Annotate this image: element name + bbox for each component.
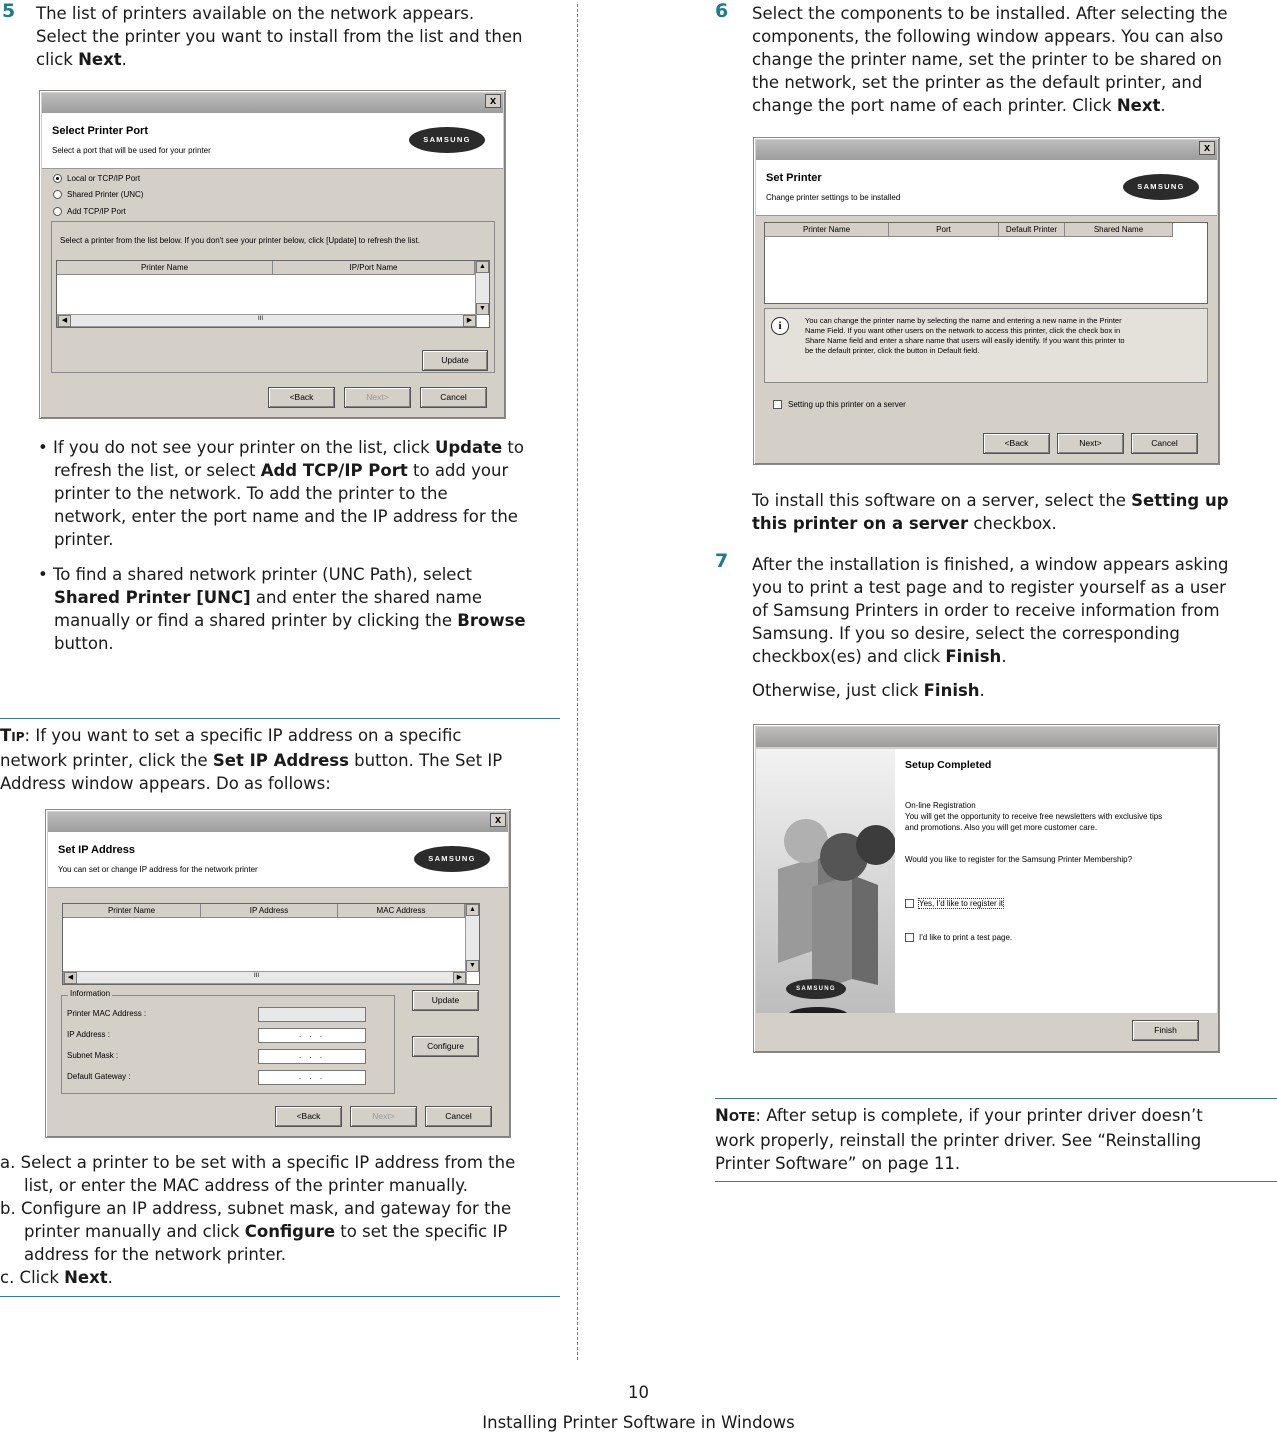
info-line-1: You can change the printer name by selecting the name and entering a new name in the Printer [805, 316, 1122, 325]
column-header-mac-address[interactable]: MAC Address [338, 904, 465, 918]
default-gateway-field[interactable]: . . . [258, 1070, 366, 1085]
scroll-thumb-grip: III [258, 316, 264, 322]
dialog-title: Set Printer [766, 172, 822, 184]
finish-button[interactable]: Finish [1132, 1020, 1199, 1041]
server-note: To install this software on a server, select the Setting up this printer on a server checkbox. [752, 491, 1229, 533]
update-button[interactable]: Update [412, 990, 479, 1011]
default-gateway-label: Default Gateway : [67, 1072, 131, 1081]
note-bottom-rule [715, 1181, 1277, 1182]
step-number-6: 6 [715, 0, 729, 22]
info-line-4: be the default printer, click the button in Default field. [805, 346, 980, 355]
step-number-7: 7 [715, 550, 729, 572]
column-header-ip-port[interactable]: IP/Port Name [273, 261, 475, 275]
horizontal-scrollbar[interactable] [63, 971, 467, 984]
scroll-right-icon[interactable]: ▶ [463, 315, 476, 327]
ip-address-label: IP Address : [67, 1030, 110, 1039]
step-number-5: 5 [2, 0, 16, 22]
horizontal-scrollbar[interactable] [57, 314, 477, 327]
dialog-header [48, 832, 508, 888]
next-button[interactable]: Next> [1057, 433, 1124, 454]
registration-heading: On-line Registration [905, 801, 976, 810]
radio-shared-label: Shared Printer (UNC) [67, 190, 144, 199]
samsung-logo: SAMSUNG [1123, 174, 1199, 200]
dialog-title: Select Printer Port [52, 125, 148, 137]
dialog-subtitle: Select a port that will be used for your printer [52, 146, 211, 155]
radio-add-label: Add TCP/IP Port [67, 207, 126, 216]
scroll-up-icon[interactable]: ▲ [476, 261, 489, 273]
dialog-title: Setup Completed [905, 759, 992, 771]
setup-content [895, 749, 1217, 1013]
column-header-default-printer[interactable]: Default Printer [999, 223, 1065, 237]
vertical-scrollbar[interactable] [475, 261, 489, 315]
server-setup-checkbox[interactable] [773, 400, 782, 409]
cancel-button[interactable]: Cancel [425, 1106, 492, 1127]
samsung-logo: SAMSUNG [786, 979, 846, 999]
note-box: NOTE: After setup is complete, if your printer driver doesn’t work properly, reinstall the printer driver. See “Reinstalling Printer Software” on page 11. [715, 1106, 1203, 1173]
column-header-printer-name[interactable]: Printer Name [63, 904, 201, 918]
radio-shared-printer[interactable] [53, 190, 62, 199]
info-message-panel [764, 308, 1208, 383]
test-page-checkbox[interactable] [905, 933, 914, 942]
cancel-button[interactable]: Cancel [420, 387, 487, 408]
info-icon: i [771, 317, 789, 335]
close-icon[interactable]: x [1199, 141, 1215, 155]
bullet-update: • If you do not see your printer on the list, click Update to refresh the list, or select Add TCP/IP Port to add your printer to the network. To add the printer to the network, enter the port name and the IP address for the printer. [38, 438, 524, 549]
scroll-down-icon[interactable]: ▼ [476, 303, 489, 315]
bullet-shared-printer: • To find a shared network printer (UNC Path), select Shared Printer [UNC] and enter the shared name manually or find a shared printer by clicking the Browse button. [38, 565, 526, 653]
registration-line-2: and promotions. Also you will get more customer care. [905, 823, 1098, 832]
column-header-printer-name[interactable]: Printer Name [765, 223, 889, 237]
back-button[interactable]: <Back [275, 1106, 342, 1127]
scroll-left-icon[interactable]: ◀ [64, 972, 77, 984]
configure-button[interactable]: Configure [412, 1036, 479, 1057]
dialog-title: Set IP Address [58, 844, 136, 856]
setup-side-graphic [756, 749, 895, 1013]
cancel-button[interactable]: Cancel [1131, 433, 1198, 454]
column-header-printer-name[interactable]: Printer Name [57, 261, 273, 275]
dialog-titlebar [48, 812, 508, 832]
scroll-thumb-grip: III [254, 973, 260, 979]
subnet-mask-field[interactable]: . . . [258, 1049, 366, 1064]
scroll-up-icon[interactable]: ▲ [466, 904, 479, 916]
dialog-header [42, 113, 503, 169]
set-printer-dialog [753, 137, 1220, 465]
set-ip-steps: a. Select a printer to be set with a specific IP address from the list, or enter the MAC address of the printer manually. b. Configure an IP address, subnet mask, and gateway for the printer manually and click Configure to set the specific IP address for the network printer. c. Click Next. [0, 1153, 516, 1287]
information-group [61, 989, 395, 1094]
figure-center-side [852, 875, 878, 985]
set-ip-address-dialog [45, 809, 511, 1138]
scroll-right-icon[interactable]: ▶ [453, 972, 466, 984]
printer-list[interactable] [56, 260, 490, 328]
radio-add-tcpip[interactable] [53, 207, 62, 216]
dialog-titlebar [756, 140, 1217, 160]
printer-settings-list[interactable] [764, 222, 1208, 304]
dialog-titlebar [756, 727, 1217, 747]
samsung-logo: SAMSUNG [414, 846, 490, 872]
register-label: Yes, I'd like to register it [919, 899, 1003, 908]
tip-box: TIP: If you want to set a specific IP address on a specific network printer, click the Set IP Address button. The Set IP Address window appears. Do as follows: [0, 726, 503, 793]
register-checkbox[interactable] [905, 899, 914, 908]
step-6-text: Select the components to be installed. After selecting the components, the following window appears. You can also change the printer name, set the printer to be shared on the network, set the printer as the default printer, and change the port name of each printer. Click Next. [752, 4, 1228, 115]
ip-printer-list[interactable] [62, 903, 480, 985]
tip-bottom-rule [0, 1296, 560, 1297]
radio-local-label: Local or TCP/IP Port [67, 174, 141, 183]
column-header-shared-name[interactable]: Shared Name [1065, 223, 1173, 237]
information-legend: Information [70, 989, 111, 998]
close-icon[interactable]: x [485, 94, 501, 108]
test-page-label: I'd like to print a test page. [919, 933, 1013, 942]
people-figures-graphic [756, 749, 895, 1013]
tip-top-rule [0, 718, 560, 719]
side-logo-shape [788, 1007, 848, 1013]
setup-completed-dialog [753, 724, 1220, 1053]
server-setup-label: Setting up this printer on a server [788, 400, 906, 409]
back-button[interactable]: <Back [983, 433, 1050, 454]
step-5-text: The list of printers available on the network appears. Select the printer you want to install from the list and then click Next. [36, 4, 523, 69]
footer-title: Installing Printer Software in Windows [482, 1413, 795, 1432]
scroll-left-icon[interactable]: ◀ [58, 315, 71, 327]
dialog-header [756, 160, 1217, 216]
column-divider [577, 4, 578, 1360]
update-button[interactable]: Update [422, 350, 488, 371]
membership-question: Would you like to register for the Samsung Printer Membership? [905, 855, 1133, 864]
dialog-subtitle: You can set or change IP address for the network printer [58, 865, 258, 874]
mac-address-field[interactable] [258, 1007, 366, 1022]
note-top-rule [715, 1098, 1277, 1099]
mac-address-label: Printer MAC Address : [67, 1009, 147, 1018]
ip-address-field[interactable]: . . . [258, 1028, 366, 1043]
page-number: 10 [628, 1383, 649, 1402]
printer-list-panel [51, 221, 495, 373]
list-instruction: Select a printer from the list below. If you don't see your printer below, click [Update] to refresh the list. [60, 236, 420, 245]
vertical-scrollbar[interactable] [465, 904, 479, 972]
back-button[interactable]: <Back [268, 387, 335, 408]
next-button[interactable]: Next> [350, 1106, 417, 1127]
info-line-2: Name Field. If you want other users on the network to access this printer, click the check box in [805, 326, 1121, 335]
dialog-titlebar [42, 93, 503, 113]
subnet-mask-label: Subnet Mask : [67, 1051, 119, 1060]
step-7-text: After the installation is finished, a window appears asking you to print a test page and to register yourself as a user of Samsung Printers in order to receive information from Samsung. If you so desire, select the corresponding checkbox(es) and click Finish. Otherwise, just click Finish. [752, 555, 1229, 700]
figure-right-head [856, 825, 895, 865]
dialog-subtitle: Change printer settings to be installed [766, 193, 901, 202]
figure-center-body [812, 875, 852, 993]
info-line-3: Share Name field and enter a share name that users will easily identify. If you want this printer to [805, 336, 1125, 345]
next-button[interactable]: Next> [344, 387, 411, 408]
registration-line-1: You will get the opportunity to receive free newsletters with exclusive tips [905, 812, 1163, 821]
column-header-port[interactable]: Port [889, 223, 999, 237]
close-icon[interactable]: x [490, 813, 506, 827]
samsung-logo: SAMSUNG [409, 127, 485, 153]
column-header-ip-address[interactable]: IP Address [201, 904, 338, 918]
select-printer-port-dialog [39, 90, 506, 419]
radio-local-tcpip[interactable] [53, 174, 62, 183]
scroll-down-icon[interactable]: ▼ [466, 960, 479, 972]
